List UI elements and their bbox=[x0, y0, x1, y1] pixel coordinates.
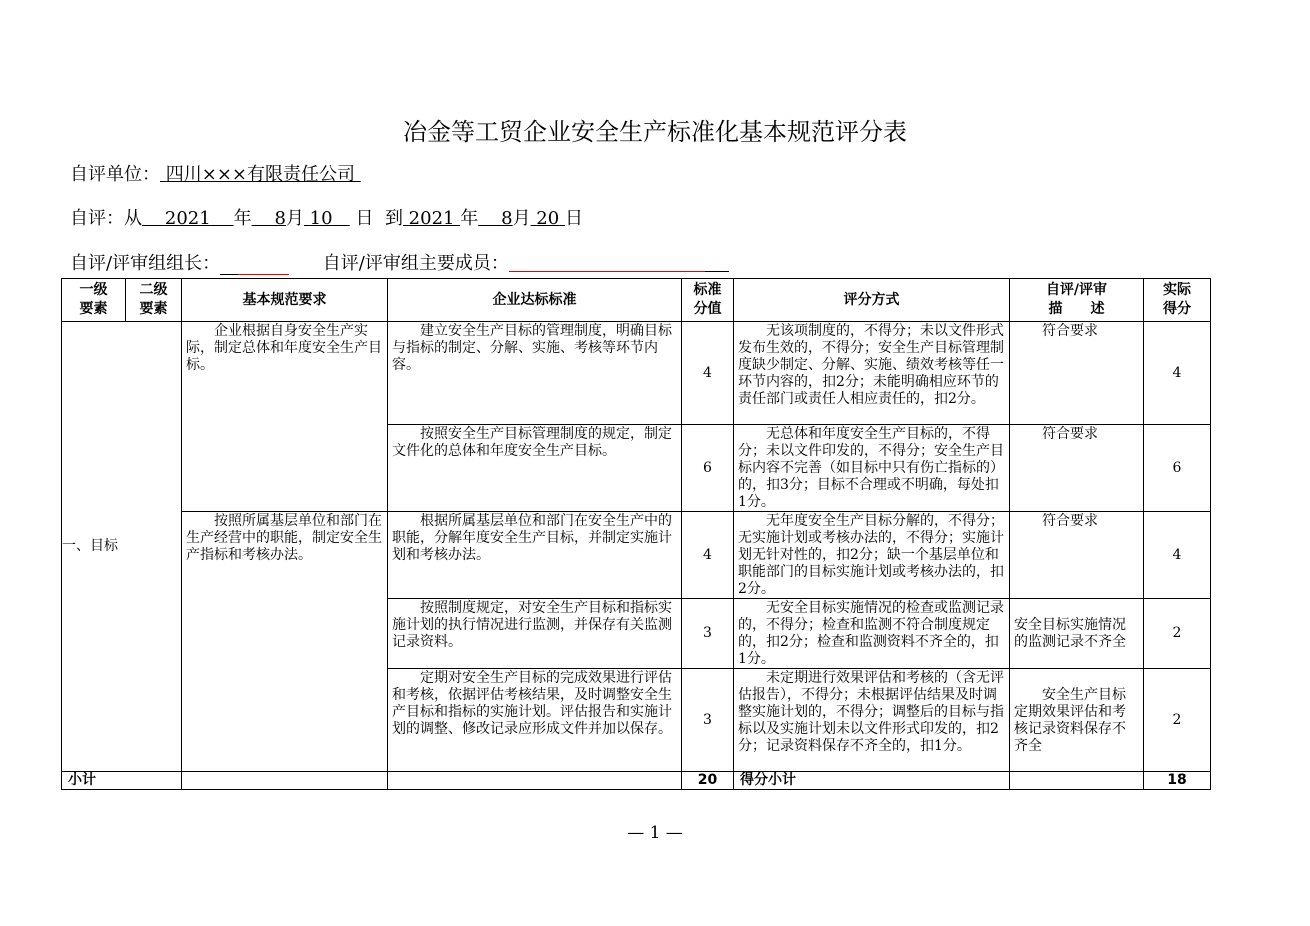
subtotal-empty bbox=[388, 772, 682, 790]
method-cell: 无安全目标实施情况的检查或监测记录的，不得分；检查和监测不符合制度规定的，扣2分；检查和监测资料不齐全的，扣1分。 bbox=[734, 599, 1010, 669]
table-header-row bbox=[62, 279, 1211, 322]
score-cell: 4 bbox=[682, 322, 734, 425]
score-table bbox=[61, 278, 1211, 790]
description-cell: 符合要求 bbox=[1010, 425, 1144, 512]
actual-cell: 2 bbox=[1144, 599, 1211, 669]
period-prefix: 自评：从 bbox=[70, 208, 142, 229]
subtotal-method-label: 得分小计 bbox=[734, 772, 1010, 790]
end-month: 8 bbox=[501, 208, 513, 229]
description-cell: 符合要求 bbox=[1010, 322, 1144, 425]
year-char-1: 年 bbox=[233, 208, 252, 229]
leader-blank[interactable] bbox=[220, 253, 289, 275]
end-day: 20 bbox=[536, 208, 560, 229]
year-char-2: 年 bbox=[460, 208, 479, 229]
standard-cell: 根据所属基层单位和部门在安全生产中的职能，分解年度安全生产目标，并制定实施计划和考核办法。 bbox=[388, 512, 682, 599]
method-cell: 未定期进行效果评估和考核的（含无评估报告），不得分；未根据评估结果及时调整实施计划的，不得分；调整后的目标与指标以及实施计划未以文件形式印发的，扣2分；记录资料保存不齐全的，扣1分。 bbox=[734, 669, 1010, 772]
period-line bbox=[70, 204, 583, 230]
subtotal-score: 20 bbox=[682, 772, 734, 790]
method-cell: 无该项制度的，不得分；未以文件形式发布生效的，不得分；安全生产目标管理制度缺少制定、分解、实施、绩效考核等任一环节内容的，扣2分；未能明确相应环节的责任部门或责任人相应责任的，扣2分。 bbox=[734, 322, 1010, 425]
day-char-2: 日 bbox=[564, 208, 583, 229]
month-char-2: 月 bbox=[512, 208, 531, 229]
standard-cell: 建立安全生产目标的管理制度，明确目标与指标的制定、分解、实施、考核等环节内容。 bbox=[388, 322, 682, 425]
table-row bbox=[62, 512, 1211, 599]
unit-value: 四川×××有限责任公司 bbox=[165, 164, 355, 185]
unit-label: 自评单位： bbox=[70, 164, 160, 185]
col-description: 自评/评审 描 述 bbox=[1010, 279, 1144, 322]
day-char-1: 日 bbox=[355, 208, 374, 229]
table-row bbox=[62, 322, 1211, 425]
subtotal-label: 小计 bbox=[62, 772, 182, 790]
standard-cell: 定期对安全生产目标的完成效果进行评估和考核，依据评估考核结果，及时调整安全生产目标和指标的实施计划。评估报告和实施计划的调整、修改记录应形成文件并加以保存。 bbox=[388, 669, 682, 772]
start-day: 10 bbox=[309, 208, 333, 229]
score-cell: 3 bbox=[682, 669, 734, 772]
description-cell: 安全生产目标定期效果评估和考核记录资料保存不齐全 bbox=[1010, 669, 1144, 772]
actual-cell: 4 bbox=[1144, 512, 1211, 599]
score-cell: 6 bbox=[682, 425, 734, 512]
standard-cell: 按照制度规定，对安全生产目标和指标实施计划的执行情况进行监测，并保存有关监测记录资料。 bbox=[388, 599, 682, 669]
page-title: 冶金等工贸企业安全生产标准化基本规范评分表 bbox=[403, 118, 907, 146]
col-level2: 二级 要素 bbox=[126, 279, 182, 322]
unit-line bbox=[70, 160, 361, 186]
method-cell: 无总体和年度安全生产目标的，不得分；未以文件印发的，不得分；安全生产目标内容不完善（如目标中只有伤亡指标的）的，扣3分；目标不合理或不明确，每处扣1分。 bbox=[734, 425, 1010, 512]
start-month: 8 bbox=[274, 208, 286, 229]
subtotal-empty bbox=[1010, 772, 1144, 790]
team-line bbox=[70, 249, 729, 275]
actual-cell: 2 bbox=[1144, 669, 1211, 772]
col-score: 标准 分值 bbox=[682, 279, 734, 322]
col-actual: 实际 得分 bbox=[1144, 279, 1211, 322]
standard-cell: 按照安全生产目标管理制度的规定，制定文件化的总体和年度安全生产目标。 bbox=[388, 425, 682, 512]
method-cell: 无年度安全生产目标分解的，不得分；无实施计划或考核办法的，不得分；实施计划无针对性的，扣2分；缺一个基层单位和职能部门的目标实施计划或考核办法的，扣2分。 bbox=[734, 512, 1010, 599]
col-method: 评分方式 bbox=[734, 279, 1010, 322]
to-label: 到 bbox=[384, 208, 403, 229]
level1-cell: 一、目标 bbox=[62, 322, 182, 772]
subtotal-actual: 18 bbox=[1144, 772, 1211, 790]
score-cell: 3 bbox=[682, 599, 734, 669]
description-cell: 符合要求 bbox=[1010, 512, 1144, 599]
requirement-cell: 企业根据自身安全生产实际，制定总体和年度安全生产目标。 bbox=[182, 322, 388, 512]
start-year: 2021 bbox=[164, 208, 211, 229]
actual-cell: 4 bbox=[1144, 322, 1211, 425]
page-number: — 1 — bbox=[627, 823, 683, 843]
month-char-1: 月 bbox=[285, 208, 304, 229]
members-blank[interactable] bbox=[509, 253, 729, 272]
members-label: 自评/评审组主要成员： bbox=[322, 253, 509, 274]
leader-label: 自评/评审组组长： bbox=[70, 253, 221, 274]
end-year: 2021 bbox=[408, 208, 455, 229]
col-requirement: 基本规范要求 bbox=[182, 279, 388, 322]
subtotal-row bbox=[62, 772, 1211, 790]
subtotal-empty bbox=[182, 772, 388, 790]
col-standard: 企业达标标准 bbox=[388, 279, 682, 322]
requirement-cell: 按照所属基层单位和部门在生产经营中的职能，制定安全生产指标和考核办法。 bbox=[182, 512, 388, 772]
actual-cell: 6 bbox=[1144, 425, 1211, 512]
col-level1: 一级 要素 bbox=[62, 279, 126, 322]
score-cell: 4 bbox=[682, 512, 734, 599]
description-cell: 安全目标实施情况的监测记录不齐全 bbox=[1010, 599, 1144, 669]
